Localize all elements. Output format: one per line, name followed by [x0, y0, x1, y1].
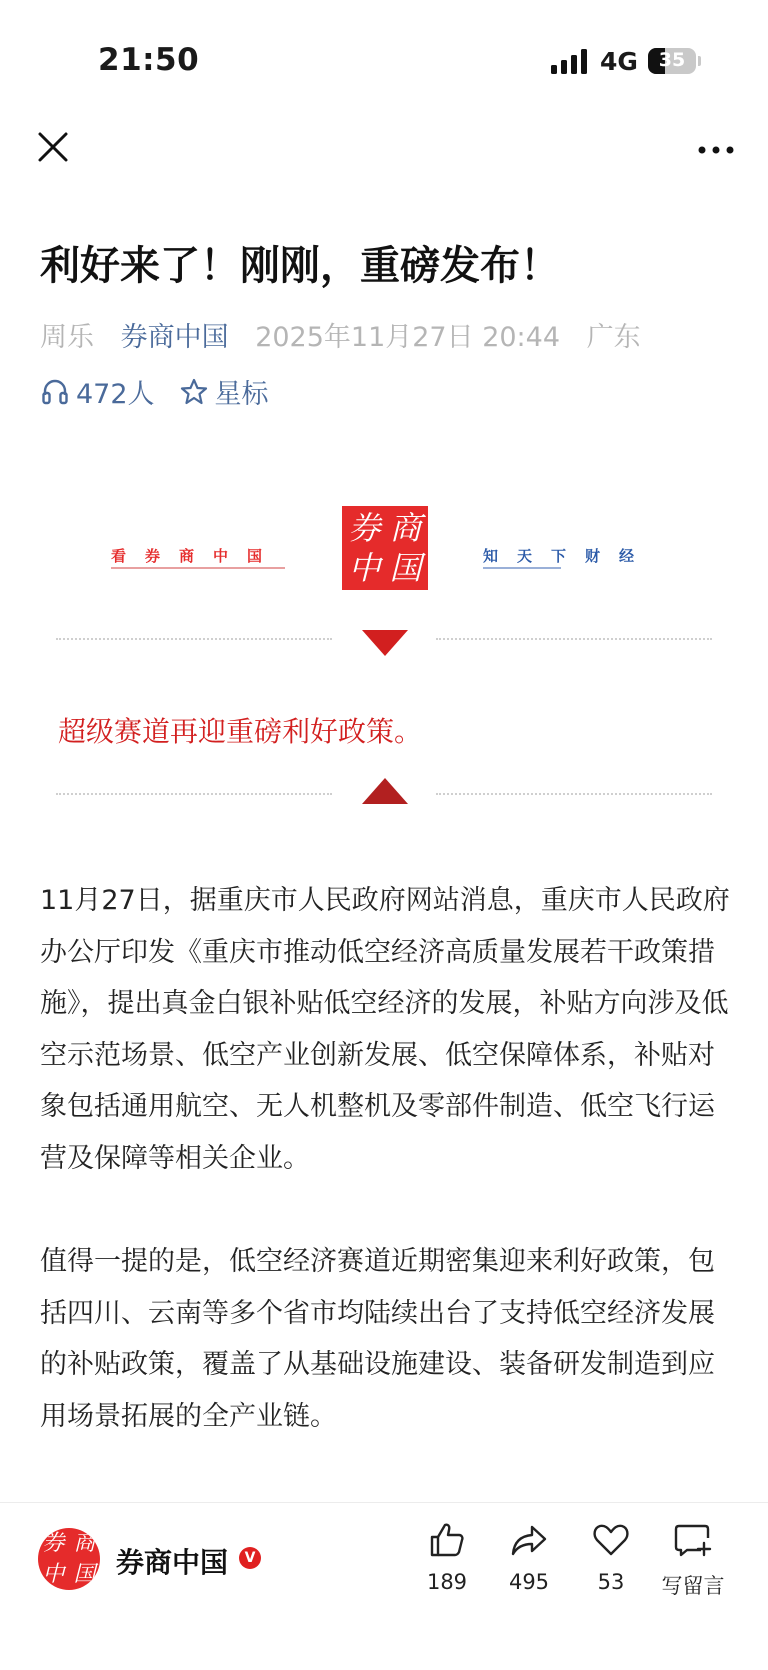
- banner-right-text: 知天下财经: [483, 547, 654, 565]
- logo-char: 商: [389, 509, 422, 547]
- divider-dots: [436, 793, 712, 795]
- quanshang-logo: [342, 506, 428, 590]
- logo-char: 中: [348, 549, 381, 587]
- comment-button[interactable]: [648, 1520, 738, 1600]
- article-paragraph: 11月27日，据重庆市人民政府网站消息，重庆市人民政府办公厅印发《重庆市推动低空经济高质量发展若干政策措施》，提出真金白银补贴低空经济的发展，补贴方向涉及低空示范场景、低空产业创新发展、低空保障体系，补贴对象包括通用航空、无人机整机及零部件制造、低空飞行运营及保障等相关企业。: [40, 885, 730, 1174]
- banner-left-underline: [111, 567, 285, 569]
- comment-label: 写留言: [661, 1574, 725, 1598]
- triangle-down-icon: [362, 630, 408, 656]
- favorite-count: 53: [597, 1570, 625, 1594]
- account-name[interactable]: 券商中国: [116, 1546, 229, 1579]
- share-icon: [509, 1520, 549, 1560]
- signal-icon: [551, 48, 589, 74]
- highlight-text: 超级赛道再迎重磅利好政策。: [58, 715, 423, 748]
- star-button[interactable]: [179, 372, 269, 411]
- like-count: 189: [426, 1570, 468, 1594]
- share-button[interactable]: [484, 1520, 574, 1594]
- publish-date: 2025年11月27日 20:44: [255, 322, 561, 353]
- more-icon: [696, 138, 736, 162]
- avatar-char: 商: [73, 1531, 96, 1556]
- thumbs-up-icon: [427, 1520, 467, 1560]
- banner-left-text: 看券商中国: [111, 547, 282, 565]
- status-time: 21:50: [98, 42, 200, 78]
- battery-level: 35: [658, 49, 686, 71]
- star-icon: [179, 377, 209, 407]
- source-link[interactable]: 券商中国: [120, 322, 229, 353]
- comment-plus-icon: [673, 1520, 713, 1560]
- heart-icon: [591, 1520, 631, 1560]
- close-button[interactable]: [36, 130, 70, 164]
- network-type: 4G: [600, 47, 638, 76]
- bottom-divider: [0, 1502, 768, 1503]
- article-title: 利好来了！刚刚，重磅发布！: [40, 243, 560, 289]
- article-meta: [40, 315, 659, 354]
- banner-right-underline: [483, 567, 561, 569]
- star-label: 星标: [214, 379, 269, 410]
- battery-icon: [648, 48, 696, 74]
- close-icon: [36, 130, 70, 164]
- logo-char: 国: [389, 549, 422, 587]
- author-name: 周乐: [40, 322, 94, 353]
- share-count: 495: [508, 1570, 550, 1594]
- headphones-icon: [40, 377, 70, 407]
- article-stats: [40, 372, 269, 411]
- account-avatar[interactable]: [38, 1528, 100, 1590]
- more-button[interactable]: [696, 138, 736, 162]
- listener-count: 472人: [76, 379, 155, 410]
- divider-dots: [56, 793, 332, 795]
- divider-dots: [436, 638, 712, 640]
- triangle-up-icon: [362, 778, 408, 804]
- logo-char: 券: [348, 509, 381, 547]
- verified-badge: V: [239, 1547, 261, 1569]
- article-paragraph: 值得一提的是，低空经济赛道近期密集迎来利好政策，包括四川、云南等多个省市均陆续出台了支持低空经济发展的补贴政策，覆盖了从基础设施建设、装备研发制造到应用场景拓展的全产业链。: [40, 1246, 715, 1432]
- avatar-char: 中: [42, 1562, 65, 1587]
- favorite-button[interactable]: [566, 1520, 656, 1594]
- avatar-char: 券: [42, 1531, 65, 1556]
- avatar-char: 国: [73, 1562, 96, 1587]
- location: 广东: [586, 322, 641, 353]
- listen-button[interactable]: [40, 372, 155, 411]
- like-button[interactable]: [402, 1520, 492, 1594]
- divider-dots: [56, 638, 332, 640]
